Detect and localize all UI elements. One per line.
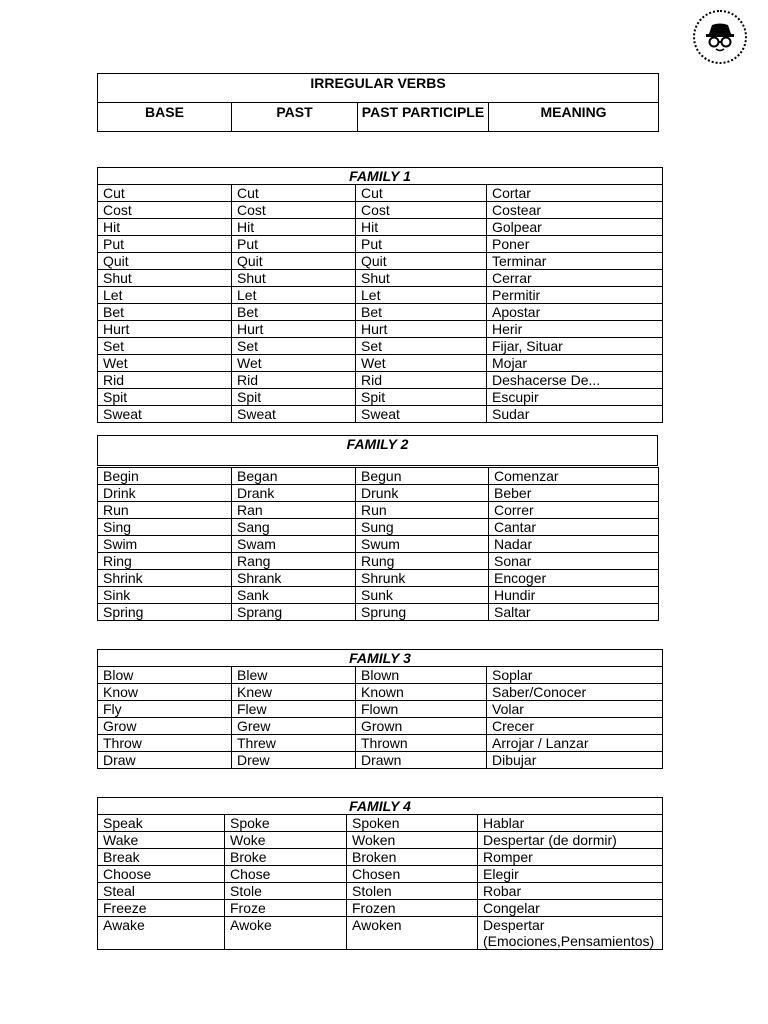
table-row xyxy=(98,519,659,536)
verb-base-cell: Ring xyxy=(98,553,232,570)
table-row xyxy=(98,718,663,735)
table-row xyxy=(98,185,663,202)
table-row xyxy=(98,735,663,752)
table-row xyxy=(98,900,663,917)
table-row xyxy=(98,883,663,900)
verb-meaning-cell: Deshacerse De... xyxy=(487,372,663,389)
verb-meaning-cell: Soplar xyxy=(487,667,663,684)
verb-meaning-cell: Correr xyxy=(489,502,659,519)
verb-base-cell: Rid xyxy=(98,372,232,389)
verb-meaning-cell: Saltar xyxy=(489,604,659,621)
verb-meaning-cell: Comenzar xyxy=(489,468,659,485)
verb-meaning-cell: Sudar xyxy=(487,406,663,423)
verb-past-cell: Rid xyxy=(232,372,356,389)
verb-past-cell: Knew xyxy=(232,684,356,701)
verb-past-cell: Quit xyxy=(232,253,356,270)
verb-meaning-cell: Arrojar / Lanzar xyxy=(487,735,663,752)
table-row xyxy=(98,372,663,389)
verb-past-participle-cell: Sung xyxy=(356,519,489,536)
verb-past-cell: Rang xyxy=(232,553,356,570)
verb-past-cell: Froze xyxy=(225,900,347,917)
verb-past-participle-cell: Sprung xyxy=(356,604,489,621)
verb-past-cell: Spoke xyxy=(225,815,347,832)
verb-past-participle-cell: Begun xyxy=(356,468,489,485)
table-row xyxy=(98,866,663,883)
verb-base-cell: Put xyxy=(98,236,232,253)
verb-base-cell: Let xyxy=(98,287,232,304)
verb-past-participle-cell: Awoken xyxy=(347,917,478,950)
verb-base-cell: Sweat xyxy=(98,406,232,423)
verb-meaning-cell: Congelar xyxy=(478,900,663,917)
verb-meaning-cell: Hablar xyxy=(478,815,663,832)
table-row xyxy=(98,502,659,519)
table-row xyxy=(98,604,659,621)
verb-base-cell: Shut xyxy=(98,270,232,287)
verb-past-participle-cell: Hurt xyxy=(356,321,487,338)
verb-base-cell: Draw xyxy=(98,752,232,769)
verb-base-cell: Hurt xyxy=(98,321,232,338)
verb-base-cell: Throw xyxy=(98,735,232,752)
verb-meaning-cell: Elegir xyxy=(478,866,663,883)
verb-base-cell: Spit xyxy=(98,389,232,406)
verb-past-cell: Grew xyxy=(232,718,356,735)
verb-past-cell: Stole xyxy=(225,883,347,900)
verb-past-participle-cell: Stolen xyxy=(347,883,478,900)
family-3-table xyxy=(97,649,663,769)
verb-past-cell: Bet xyxy=(232,304,356,321)
table-row xyxy=(98,253,663,270)
verb-past-cell: Set xyxy=(232,338,356,355)
table-row xyxy=(98,355,663,372)
verb-past-participle-cell: Cost xyxy=(356,202,487,219)
verb-past-cell: Swam xyxy=(232,536,356,553)
verb-base-cell: Sing xyxy=(98,519,232,536)
verb-meaning-cell: Encoger xyxy=(489,570,659,587)
table-row xyxy=(98,270,663,287)
family-2-table xyxy=(97,467,659,621)
table-row xyxy=(98,468,659,485)
table-row xyxy=(98,536,659,553)
verb-meaning-cell: Saber/Conocer xyxy=(487,684,663,701)
verb-meaning-cell: Cerrar xyxy=(487,270,663,287)
table-row xyxy=(98,202,663,219)
verb-base-cell: Set xyxy=(98,338,232,355)
verb-past-cell: Blew xyxy=(232,667,356,684)
verb-past-cell: Sweat xyxy=(232,406,356,423)
verb-past-cell: Ran xyxy=(232,502,356,519)
verb-meaning-cell: Hundir xyxy=(489,587,659,604)
verb-past-participle-cell: Put xyxy=(356,236,487,253)
verb-past-participle-cell: Cut xyxy=(356,185,487,202)
verb-past-participle-cell: Drawn xyxy=(356,752,487,769)
verb-past-cell: Woke xyxy=(225,832,347,849)
verb-meaning-cell: Fijar, Situar xyxy=(487,338,663,355)
table-row xyxy=(98,304,663,321)
verb-base-cell: Wet xyxy=(98,355,232,372)
column-header-base: BASE xyxy=(98,103,232,132)
verb-past-cell: Broke xyxy=(225,849,347,866)
verb-past-participle-cell: Let xyxy=(356,287,487,304)
verb-meaning-cell: Dibujar xyxy=(487,752,663,769)
family-2-title: FAMILY 2 xyxy=(98,436,658,466)
verb-meaning-cell: Cortar xyxy=(487,185,663,202)
verb-base-cell: Blow xyxy=(98,667,232,684)
table-row xyxy=(98,917,663,950)
table-row xyxy=(98,236,663,253)
verb-past-cell: Cut xyxy=(232,185,356,202)
table-row xyxy=(98,389,663,406)
table-row xyxy=(98,587,659,604)
sunglasses-hat-logo-icon xyxy=(695,12,745,62)
verb-meaning-cell: Crecer xyxy=(487,718,663,735)
table-row xyxy=(98,832,663,849)
table-row xyxy=(98,406,663,423)
verb-meaning-cell: Beber xyxy=(489,485,659,502)
family-4-table xyxy=(97,797,663,950)
verb-past-cell: Spit xyxy=(232,389,356,406)
verb-past-cell: Cost xyxy=(232,202,356,219)
verb-past-participle-cell: Spit xyxy=(356,389,487,406)
verb-meaning-cell: Volar xyxy=(487,701,663,718)
verb-base-cell: Choose xyxy=(98,866,225,883)
verb-past-cell: Hurt xyxy=(232,321,356,338)
verb-past-participle-cell: Drunk xyxy=(356,485,489,502)
verb-base-cell: Speak xyxy=(98,815,225,832)
verb-past-cell: Drank xyxy=(232,485,356,502)
verb-past-participle-cell: Bet xyxy=(356,304,487,321)
column-header-past: PAST xyxy=(232,103,358,132)
brand-logo xyxy=(693,10,747,64)
verb-meaning-cell: Despertar (Emociones,Pensamientos) xyxy=(478,917,663,950)
verb-past-cell: Let xyxy=(232,287,356,304)
verb-meaning-cell: Mojar xyxy=(487,355,663,372)
verb-past-participle-cell: Woken xyxy=(347,832,478,849)
verb-past-cell: Put xyxy=(232,236,356,253)
table-row xyxy=(98,684,663,701)
verb-meaning-cell: Apostar xyxy=(487,304,663,321)
verb-meaning-cell: Permitir xyxy=(487,287,663,304)
verb-past-participle-cell: Blown xyxy=(356,667,487,684)
table-row xyxy=(98,485,659,502)
verb-base-cell: Wake xyxy=(98,832,225,849)
table-row xyxy=(98,815,663,832)
verb-past-participle-cell: Grown xyxy=(356,718,487,735)
verb-past-participle-cell: Frozen xyxy=(347,900,478,917)
verb-past-cell: Shut xyxy=(232,270,356,287)
verb-base-cell: Freeze xyxy=(98,900,225,917)
verb-meaning-cell: Nadar xyxy=(489,536,659,553)
verb-past-cell: Sank xyxy=(232,587,356,604)
verb-past-participle-cell: Spoken xyxy=(347,815,478,832)
verb-past-participle-cell: Wet xyxy=(356,355,487,372)
family-2-heading-table xyxy=(97,435,658,466)
verb-base-cell: Quit xyxy=(98,253,232,270)
verb-past-participle-cell: Sweat xyxy=(356,406,487,423)
table-row xyxy=(98,752,663,769)
family-4-title: FAMILY 4 xyxy=(98,798,663,815)
verb-meaning-cell: Poner xyxy=(487,236,663,253)
verb-past-cell: Wet xyxy=(232,355,356,372)
verb-past-participle-cell: Broken xyxy=(347,849,478,866)
family-1-title: FAMILY 1 xyxy=(98,168,663,185)
verb-meaning-cell: Romper xyxy=(478,849,663,866)
verb-past-cell: Began xyxy=(232,468,356,485)
verb-base-cell: Fly xyxy=(98,701,232,718)
verb-meaning-cell: Sonar xyxy=(489,553,659,570)
verb-past-participle-cell: Flown xyxy=(356,701,487,718)
column-header-past-participle: PAST PARTICIPLE xyxy=(358,103,489,132)
verb-past-participle-cell: Known xyxy=(356,684,487,701)
verb-past-cell: Shrank xyxy=(232,570,356,587)
verb-past-participle-cell: Sunk xyxy=(356,587,489,604)
verb-base-cell: Swim xyxy=(98,536,232,553)
table-row xyxy=(98,553,659,570)
table-row xyxy=(98,849,663,866)
verb-base-cell: Cut xyxy=(98,185,232,202)
verb-base-cell: Begin xyxy=(98,468,232,485)
table-row xyxy=(98,701,663,718)
verb-past-participle-cell: Quit xyxy=(356,253,487,270)
table-row xyxy=(98,667,663,684)
table-row xyxy=(98,570,659,587)
verb-past-cell: Flew xyxy=(232,701,356,718)
table-row xyxy=(98,287,663,304)
verb-base-cell: Awake xyxy=(98,917,225,950)
verb-base-cell: Know xyxy=(98,684,232,701)
verb-base-cell: Run xyxy=(98,502,232,519)
verb-meaning-cell: Robar xyxy=(478,883,663,900)
family-3-title: FAMILY 3 xyxy=(98,650,663,667)
title-table xyxy=(97,73,659,132)
verb-past-cell: Awoke xyxy=(225,917,347,950)
verb-meaning-cell: Escupir xyxy=(487,389,663,406)
verb-meaning-cell: Herir xyxy=(487,321,663,338)
table-row xyxy=(98,219,663,236)
verb-past-participle-cell: Shut xyxy=(356,270,487,287)
verb-past-participle-cell: Thrown xyxy=(356,735,487,752)
page-title: IRREGULAR VERBS xyxy=(98,74,659,103)
verb-past-cell: Threw xyxy=(232,735,356,752)
family-1-table xyxy=(97,167,663,423)
verb-base-cell: Steal xyxy=(98,883,225,900)
verb-base-cell: Spring xyxy=(98,604,232,621)
table-row xyxy=(98,321,663,338)
column-header-meaning: MEANING xyxy=(489,103,659,132)
verb-past-participle-cell: Set xyxy=(356,338,487,355)
verb-base-cell: Drink xyxy=(98,485,232,502)
verb-base-cell: Shrink xyxy=(98,570,232,587)
verb-past-participle-cell: Rid xyxy=(356,372,487,389)
verb-base-cell: Sink xyxy=(98,587,232,604)
verb-base-cell: Cost xyxy=(98,202,232,219)
verb-meaning-cell: Terminar xyxy=(487,253,663,270)
verb-meaning-cell: Costear xyxy=(487,202,663,219)
verb-base-cell: Break xyxy=(98,849,225,866)
verb-base-cell: Hit xyxy=(98,219,232,236)
table-row xyxy=(98,338,663,355)
verb-past-participle-cell: Rung xyxy=(356,553,489,570)
verb-past-participle-cell: Chosen xyxy=(347,866,478,883)
verb-past-participle-cell: Swum xyxy=(356,536,489,553)
verb-past-cell: Drew xyxy=(232,752,356,769)
verb-meaning-cell: Despertar (de dormir) xyxy=(478,832,663,849)
verb-past-cell: Sprang xyxy=(232,604,356,621)
verb-meaning-cell: Cantar xyxy=(489,519,659,536)
verb-base-cell: Bet xyxy=(98,304,232,321)
verb-base-cell: Grow xyxy=(98,718,232,735)
verb-meaning-cell: Golpear xyxy=(487,219,663,236)
verb-past-participle-cell: Run xyxy=(356,502,489,519)
verb-past-participle-cell: Shrunk xyxy=(356,570,489,587)
verb-past-cell: Chose xyxy=(225,866,347,883)
verb-past-cell: Sang xyxy=(232,519,356,536)
verb-past-participle-cell: Hit xyxy=(356,219,487,236)
verb-past-cell: Hit xyxy=(232,219,356,236)
